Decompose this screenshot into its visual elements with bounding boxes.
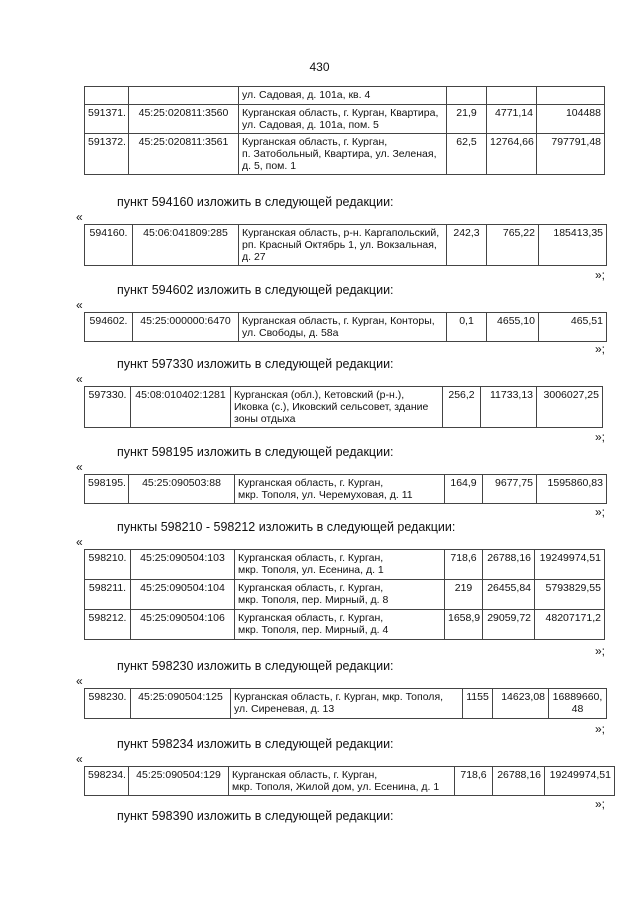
cost-total-cell: 465,51 — [539, 313, 607, 342]
amendment-instruction: пункт 594160 изложить в следующей редакции: — [117, 195, 394, 209]
quote-close-mark: »; — [594, 430, 605, 444]
registry-table — [84, 312, 607, 342]
address-cell: Курганская область, г. Курган, мкр. Тополя, пер. Мирный, д. 8 — [235, 580, 445, 610]
address-cell: Курганская область, г. Курган, мкр. Тополя, пер. Мирный, д. 4 — [235, 610, 445, 640]
cost-total-cell: 48207171,2 — [535, 610, 605, 640]
cost-per-unit-cell: 765,22 — [487, 225, 539, 266]
area-cell: 718,6 — [445, 550, 483, 580]
row-number-cell: 597330. — [85, 387, 131, 428]
table-row — [85, 225, 607, 266]
quote-close-mark: »; — [594, 268, 605, 282]
cost-total-cell: 3006027,25 — [537, 387, 603, 428]
area-cell: 256,2 — [443, 387, 481, 428]
cost-per-unit-cell — [487, 87, 537, 105]
cadastral-number-cell: 45:25:000000:6470 — [133, 313, 239, 342]
address-cell: Курганская область, р-н. Каргапольский, рп. Красный Октябрь 1, ул. Вокзальная, д. 27 — [239, 225, 447, 266]
quote-open-mark: « — [76, 210, 83, 224]
table-row — [85, 105, 605, 134]
table-row — [85, 580, 605, 610]
area-cell — [447, 87, 487, 105]
row-number-cell: 598212. — [85, 610, 131, 640]
registry-table — [84, 86, 605, 175]
row-number-cell: 598210. — [85, 550, 131, 580]
registry-table — [84, 386, 603, 428]
address-cell: Курганская область, г. Курган, п. Затобольный, Квартира, ул. Зеленая, д. 5, пом. 1 — [239, 134, 447, 175]
quote-open-mark: « — [76, 372, 83, 386]
row-number-cell: 598195. — [85, 475, 129, 504]
quote-close-mark: »; — [594, 342, 605, 356]
address-cell: Курганская область, г. Курган, мкр. Тополя, ул. Сиреневая, д. 13 — [231, 689, 463, 719]
quote-close-mark: »; — [594, 722, 605, 736]
table-row — [85, 313, 607, 342]
cost-total-cell: 104488 — [537, 105, 605, 134]
cost-total-cell — [537, 87, 605, 105]
area-cell: 21,9 — [447, 105, 487, 134]
cost-per-unit-cell: 12764,66 — [487, 134, 537, 175]
cost-total-cell: 19249974,51 — [535, 550, 605, 580]
cost-total-cell: 797791,48 — [537, 134, 605, 175]
cadastral-number-cell: 45:25:090504:104 — [131, 580, 235, 610]
amendment-instruction: пункт 598390 изложить в следующей редакции: — [117, 809, 394, 823]
area-cell: 164,9 — [445, 475, 483, 504]
amendment-instruction: пункт 598230 изложить в следующей редакции: — [117, 659, 394, 673]
quote-open-mark: « — [76, 674, 83, 688]
area-cell: 1155 — [463, 689, 493, 719]
quote-open-mark: « — [76, 752, 83, 766]
quote-open-mark: « — [76, 460, 83, 474]
amendment-instruction: пункт 598234 изложить в следующей редакции: — [117, 737, 394, 751]
cadastral-number-cell: 45:25:020811:3561 — [129, 134, 239, 175]
cadastral-number-cell: 45:25:090504:129 — [129, 767, 229, 796]
cadastral-number-cell: 45:25:090503:88 — [129, 475, 235, 504]
quote-close-mark: »; — [594, 644, 605, 658]
quote-close-mark: »; — [594, 797, 605, 811]
quote-open-mark: « — [76, 535, 83, 549]
registry-table — [84, 766, 615, 796]
address-cell: Курганская область, г. Курган, Конторы, ул. Свободы, д. 58а — [239, 313, 447, 342]
cost-total-cell: 5793829,55 — [535, 580, 605, 610]
cadastral-number-cell: 45:06:041809:285 — [133, 225, 239, 266]
table-row — [85, 689, 607, 719]
row-number-cell: 598211. — [85, 580, 131, 610]
cost-per-unit-cell: 29059,72 — [483, 610, 535, 640]
cost-per-unit-cell: 14623,08 — [493, 689, 549, 719]
area-cell: 1658,9 — [445, 610, 483, 640]
cost-total-cell: 16889660, 48 — [549, 689, 607, 719]
address-cell: Курганская (обл.), Кетовский (р-н.), Иковка (с.), Иковский сельсовет, здание зоны отдыха — [231, 387, 443, 428]
cost-total-cell: 19249974,51 — [545, 767, 615, 796]
cost-total-cell: 185413,35 — [539, 225, 607, 266]
row-number-cell: 598234. — [85, 767, 129, 796]
table-row — [85, 610, 605, 640]
quote-close-mark: »; — [594, 505, 605, 519]
cadastral-number-cell: 45:25:090504:106 — [131, 610, 235, 640]
cadastral-number-cell: 45:25:090504:125 — [131, 689, 231, 719]
table-row — [85, 550, 605, 580]
address-cell: Курганская область, г. Курган, мкр. Тополя, ул. Черемуховая, д. 11 — [235, 475, 445, 504]
address-cell: Курганская область, г. Курган, Квартира, ул. Садовая, д. 101а, пом. 5 — [239, 105, 447, 134]
table-row — [85, 387, 603, 428]
row-number-cell: 594602. — [85, 313, 133, 342]
cost-per-unit-cell: 26788,16 — [483, 550, 535, 580]
cost-per-unit-cell: 4655,10 — [487, 313, 539, 342]
cadastral-number-cell: 45:25:020811:3560 — [129, 105, 239, 134]
table-row — [85, 134, 605, 175]
quote-open-mark: « — [76, 298, 83, 312]
cost-per-unit-cell: 26455,84 — [483, 580, 535, 610]
address-cell: Курганская область, г. Курган, мкр. Тополя, ул. Есенина, д. 1 — [235, 550, 445, 580]
area-cell: 219 — [445, 580, 483, 610]
amendment-instruction: пункт 598195 изложить в следующей редакции: — [117, 445, 394, 459]
table-row — [85, 87, 605, 105]
registry-table — [84, 549, 605, 640]
registry-table — [84, 688, 607, 719]
registry-table — [84, 474, 607, 504]
cadastral-number-cell: 45:25:090504:103 — [131, 550, 235, 580]
area-cell: 718,6 — [455, 767, 493, 796]
cadastral-number-cell: 45:08:010402:1281 — [131, 387, 231, 428]
row-number-cell: 591371. — [85, 105, 129, 134]
registry-table — [84, 224, 607, 266]
area-cell: 62,5 — [447, 134, 487, 175]
amendment-instruction: пункт 597330 изложить в следующей редакции: — [117, 357, 394, 371]
cost-per-unit-cell: 26788,16 — [493, 767, 545, 796]
row-number-cell: 598230. — [85, 689, 131, 719]
amendment-instruction: пункты 598210 - 598212 изложить в следующей редакции: — [117, 520, 456, 534]
cost-per-unit-cell: 11733,13 — [481, 387, 537, 428]
area-cell: 0,1 — [447, 313, 487, 342]
amendment-instruction: пункт 594602 изложить в следующей редакции: — [117, 283, 394, 297]
cadastral-number-cell — [129, 87, 239, 105]
area-cell: 242,3 — [447, 225, 487, 266]
table-row — [85, 767, 615, 796]
address-cell: Курганская область, г. Курган, мкр. Тополя, Жилой дом, ул. Есенина, д. 1 — [229, 767, 455, 796]
table-row — [85, 475, 607, 504]
cost-total-cell: 1595860,83 — [537, 475, 607, 504]
row-number-cell: 594160. — [85, 225, 133, 266]
cost-per-unit-cell: 4771,14 — [487, 105, 537, 134]
address-cell: ул. Садовая, д. 101а, кв. 4 — [239, 87, 447, 105]
row-number-cell — [85, 87, 129, 105]
page-number: 430 — [309, 60, 330, 74]
row-number-cell: 591372. — [85, 134, 129, 175]
cost-per-unit-cell: 9677,75 — [483, 475, 537, 504]
